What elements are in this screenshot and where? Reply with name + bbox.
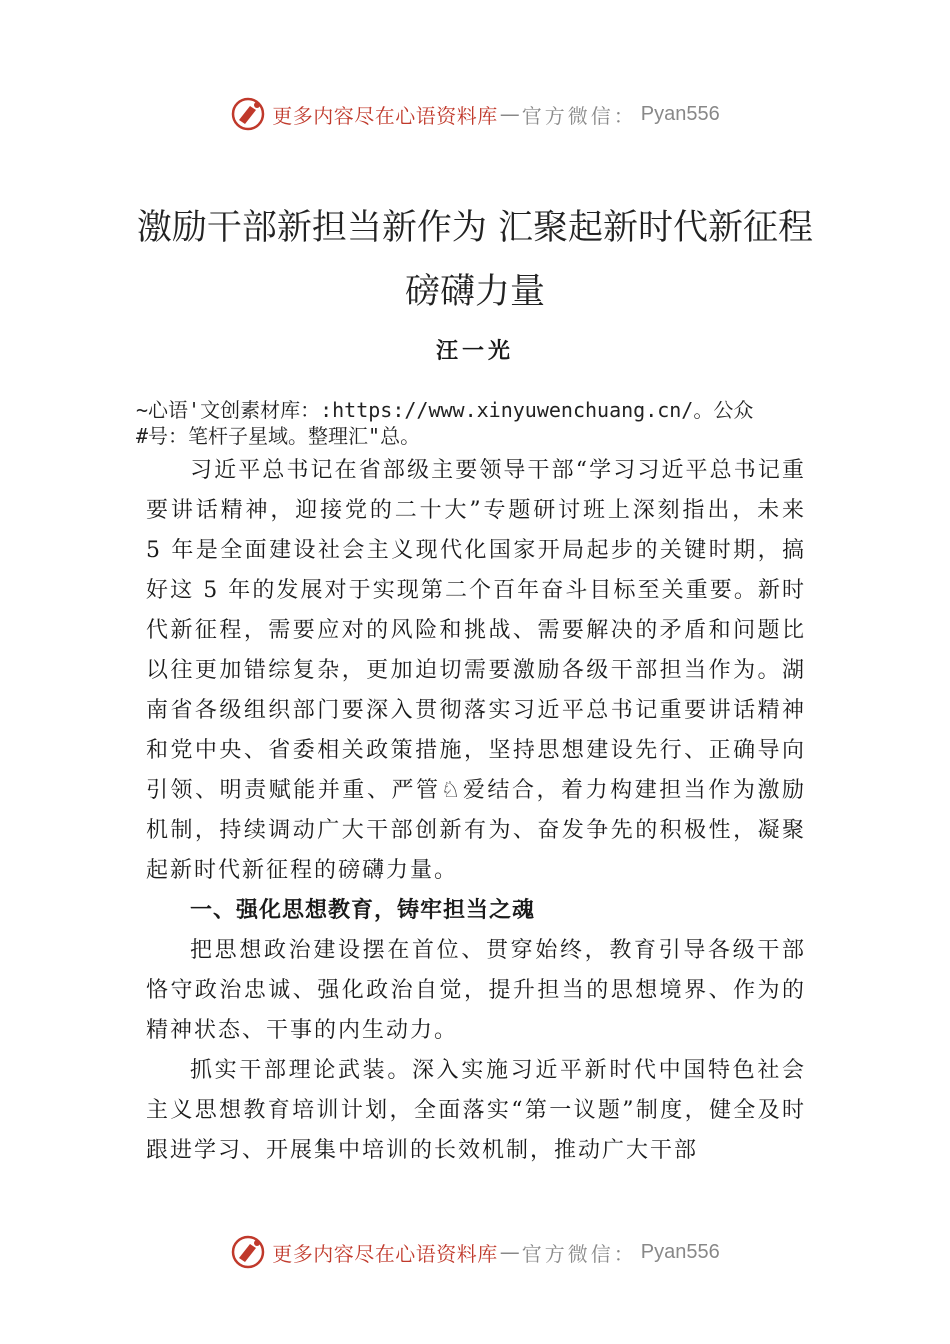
article-body: [146, 451, 806, 1171]
library-logo-icon: [230, 96, 266, 132]
watermark-line-1: ~心语'文创素材库：:https://www.xinyuwenchuang.cn/。公众: [136, 398, 754, 422]
article-author: 汪一光: [435, 339, 514, 364]
footer-banner: [0, 1232, 950, 1272]
banner-separator: —: [499, 1240, 520, 1264]
watermark-line-2: #号：笔杆子星域。整理汇"总。: [136, 424, 421, 448]
banner-separator: —: [499, 102, 520, 126]
section-1-paragraph-1: 把思想政治建设摆在首位、贯穿始终，教育引导各级干部恪守政治忠诚、强化政治自觉，提升担当的思想境界、作为的精神状态、干事的内生动力。: [146, 938, 806, 1043]
banner-wechat-id: Pyan556: [640, 102, 720, 125]
banner-site-name: 更多内容尽在心语资料库: [272, 1241, 498, 1266]
banner-wechat-label: 官方微信：: [521, 103, 637, 128]
section-1-paragraph-2: 抓实干部理论武装。深入实施习近平新时代中国特色社会主义思想教育培训计划，全面落实“第一议题”制度，健全及时跟进学习、开展集中培训的长效机制，推动广大干部: [146, 1058, 806, 1163]
banner-wechat-label: 官方微信：: [521, 1241, 637, 1266]
header-banner: [0, 94, 950, 134]
source-watermark: [136, 397, 856, 449]
banner-wechat-id: Pyan556: [640, 1240, 720, 1263]
intro-paragraph: 习近平总书记在省部级主要领导干部“学习习近平总书记重要讲话精神，迎接党的二十大”专题研讨班上深刻指出，未来 5 年是全面建设社会主义现代化国家开局起步的关键时期，搞好这 5 年的发展对于实现第二个百年奋斗目标至关重要。新时代新征程，需要应对的风险和挑战、需要解决的矛盾和问题比以往更加错综复杂，更加迫切需要激励各级干部担当作为。湖南省各级组织部门要深入贯彻落实习近平总书记重要讲话精神和党中央、省委相关政策措施，坚持思想建设先行、正确导向引领、明责赋能并重、严管♘爱结合，着力构建担当作为激励机制，持续调动广大干部创新有为、奋发争先的积极性，凝聚起新时代新征程的磅礴力量。: [146, 458, 806, 883]
article-title: 激励干部新担当新作为 汇聚起新时代新征程磅礴力量: [136, 208, 814, 312]
library-logo-icon: [230, 1234, 266, 1270]
section-heading-1: 一、强化思想教育，铸牢担当之魂: [190, 898, 536, 923]
banner-site-name: 更多内容尽在心语资料库: [272, 103, 498, 128]
